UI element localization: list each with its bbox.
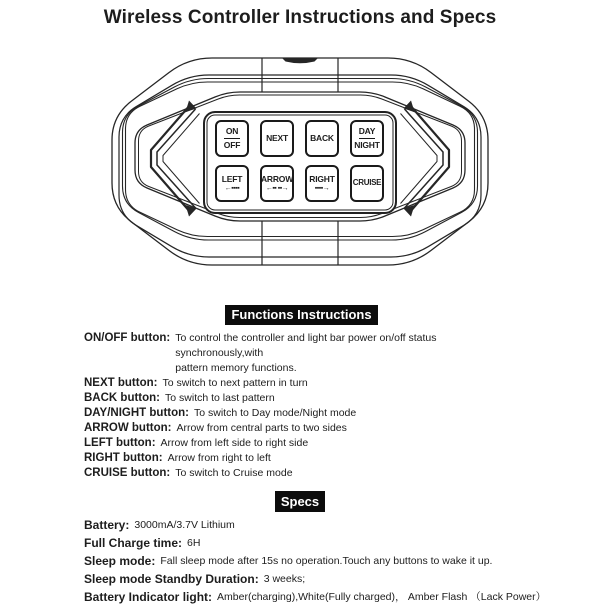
button-label: DAY <box>358 126 376 137</box>
button-label: ARROW <box>260 173 294 184</box>
button-label: NEXT <box>266 132 288 143</box>
spec-item <box>84 588 558 606</box>
function-text-line: To control the controller and light bar power on/off status synchronously,with <box>175 332 437 359</box>
spec-text: Amber(charging),White(Fully charged)， Amber Flash （Lack Power） <box>217 591 547 603</box>
controller-diagram <box>110 55 490 268</box>
function-item <box>84 391 522 406</box>
function-text: Arrow from left side to right side <box>160 437 309 449</box>
spec-text: 3000mA/3.7V Lithium <box>134 519 235 531</box>
button-label: RIGHT <box>309 173 335 184</box>
controller-button-back <box>305 120 339 157</box>
spec-label: Sleep mode: <box>84 554 156 568</box>
function-text: Arrow from central parts to two sides <box>176 422 347 434</box>
controller-button-day-night <box>350 120 384 157</box>
function-item <box>84 406 522 421</box>
button-label: BACK <box>310 132 334 143</box>
function-item <box>84 376 522 391</box>
controller-button-panel <box>203 111 397 214</box>
function-text: To switch to Cruise mode <box>175 467 293 479</box>
controller-button-cruise <box>350 165 384 202</box>
specs-list <box>84 516 558 606</box>
function-label: LEFT button: <box>84 437 156 449</box>
button-label: OFF <box>223 139 241 150</box>
function-item <box>84 331 522 376</box>
function-label: RIGHT button: <box>84 452 163 464</box>
spec-item <box>84 552 558 570</box>
function-label: DAY/NIGHT button: <box>84 407 189 419</box>
button-label: ON <box>225 126 239 137</box>
button-divider <box>359 138 375 139</box>
page-title: Wireless Controller Instructions and Specs <box>103 7 497 28</box>
spec-item <box>84 516 558 534</box>
function-label: NEXT button: <box>84 377 158 389</box>
function-item <box>84 466 522 481</box>
function-item <box>84 421 522 436</box>
function-text: To switch to Day mode/Night mode <box>193 407 357 419</box>
spec-label: Battery: <box>84 518 130 532</box>
spec-label: Battery Indicator light: <box>84 590 213 604</box>
function-text <box>175 331 522 376</box>
functions-heading: Functions Instructions <box>225 305 378 325</box>
function-label: BACK button: <box>84 392 161 404</box>
spec-item <box>84 534 558 552</box>
button-label: NIGHT <box>354 139 380 150</box>
function-text: Arrow from right to left <box>167 452 271 464</box>
spec-text: 6H <box>187 537 201 549</box>
controller-button-arrow <box>260 165 294 202</box>
controller-button-right <box>305 165 339 202</box>
dual-arrow-dots-icon: ←▪▪ ▪▪→ <box>265 185 289 193</box>
function-text-line: pattern memory functions. <box>175 362 297 374</box>
spec-item <box>84 570 558 588</box>
function-text: To switch to next pattern in turn <box>162 377 308 389</box>
function-label: ON/OFF button: <box>84 332 171 344</box>
controller-button-on-off <box>215 120 249 157</box>
button-divider <box>224 138 240 139</box>
spec-label: Sleep mode Standby Duration: <box>84 572 259 586</box>
functions-list <box>84 331 522 481</box>
spec-label: Full Charge time: <box>84 536 183 550</box>
function-text: To switch to last pattern <box>165 392 275 404</box>
controller-button-next <box>260 120 294 157</box>
function-label: CRUISE button: <box>84 467 171 479</box>
spec-text: Fall sleep mode after 15s no operation.Touch any buttons to wake it up. <box>160 555 493 567</box>
button-label: CRUISE <box>352 178 382 188</box>
function-item <box>84 451 522 466</box>
button-label: LEFT <box>221 173 243 184</box>
function-item <box>84 436 522 451</box>
function-label: ARROW button: <box>84 422 172 434</box>
right-arrow-dots-icon: ▪▪▪▪→ <box>314 185 330 193</box>
specs-heading: Specs <box>275 491 325 512</box>
spec-text: 3 weeks; <box>263 573 306 585</box>
controller-button-left <box>215 165 249 202</box>
left-arrow-dots-icon: ←▪▪▪▪ <box>224 185 240 193</box>
